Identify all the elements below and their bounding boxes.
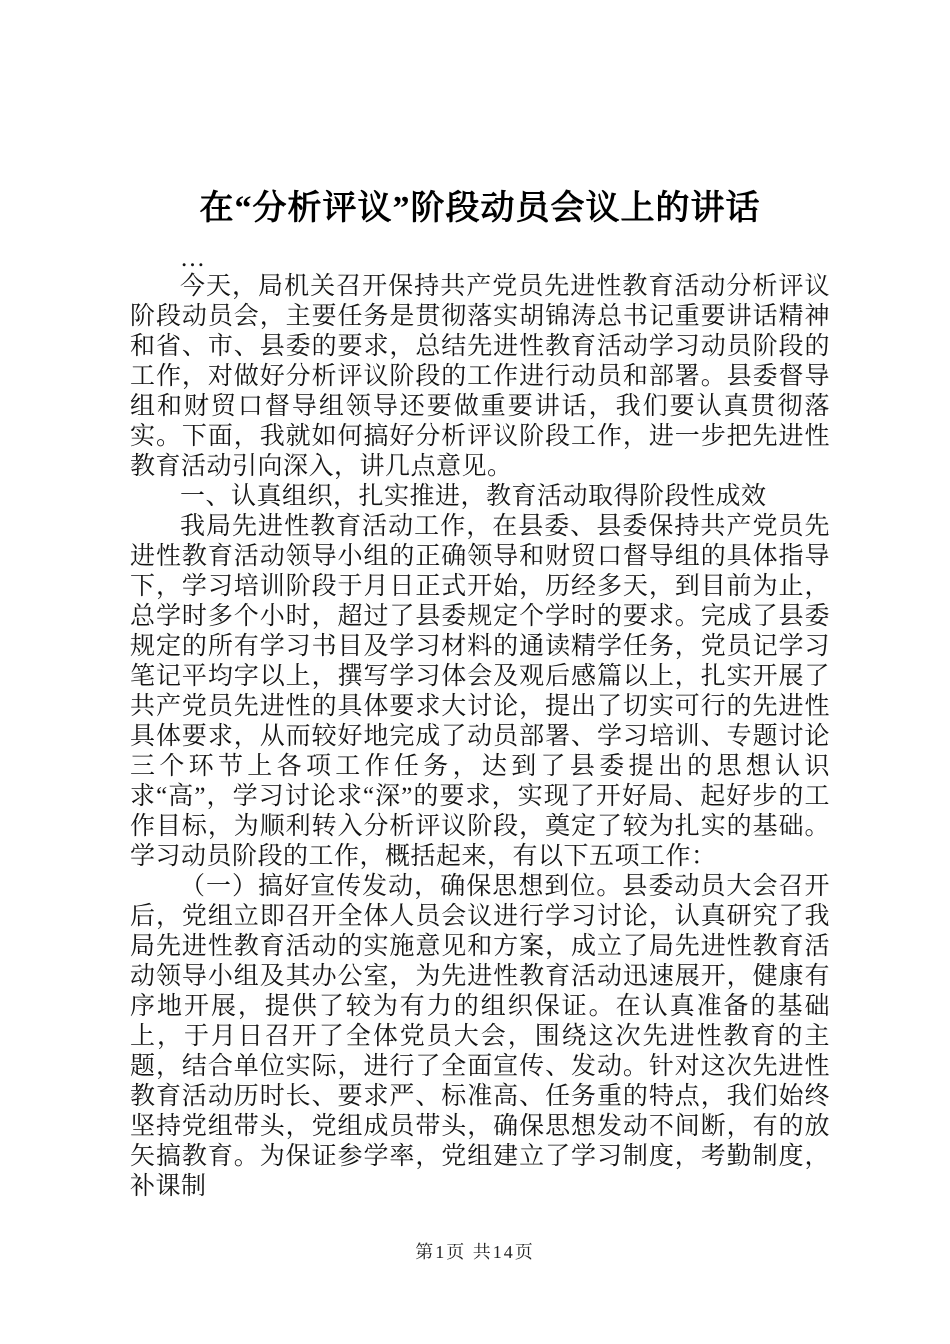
ellipsis-mark: … bbox=[180, 245, 205, 272]
page-number-indicator: 第1页 共14页 bbox=[415, 1242, 535, 1262]
document-content bbox=[130, 188, 830, 1202]
page-footer bbox=[0, 1238, 950, 1264]
document-title: 在“分析评议”阶段动员会议上的讲话 bbox=[199, 190, 761, 227]
paragraph-opening: 今天，局机关召开保持共产党员先进性教育活动分析评议阶段动员会，主要任务是贯彻落实胡锦涛总书记重要讲话精神和省、市、县委的要求，总结先进性教育活动学习动员阶段的工作，对做好分析评议阶段的工作进行动员和部署。县委督导组和财贸口督导组领导还要做重要讲话，我们要认真贯彻落实。下面，我就如何搞好分析评议阶段工作，进一步把先进性教育活动引向深入，讲几点意见。 bbox=[130, 273, 830, 480]
section-heading-one: 一、认真组织，扎实推进，教育活动取得阶段性成效 bbox=[180, 483, 767, 510]
paragraph-section-overview: 我局先进性教育活动工作，在县委、县委保持共产党员先进性教育活动领导小组的正确领导和财贸口督导组的具体指导下，学习培训阶段于月日正式开始，历经多天，到目前为止，总学时多个小时，超过了县委规定个学时的要求。完成了县委规定的所有学习书目及学习材料的通读精学任务，党员记学习笔记平均字以上，撰写学习体会及观后感篇以上，扎实开展了共产党员先进性的具体要求大讨论，提出了切实可行的先进性具体要求，从而较好地完成了动员部署、学习培训、专题讨论三个环节上各项工作任务，达到了县委提出的思想认识求“高”，学习讨论求“深”的要求，实现了开好局、起好步的工作目标，为顺利转入分析评议阶段，奠定了较为扎实的基础。学习动员阶段的工作，概括起来，有以下五项工作： bbox=[130, 513, 830, 870]
paragraph-item-one: （一）搞好宣传发动，确保思想到位。县委动员大会召开后，党组立即召开全体人员会议进行学习讨论，认真研究了我局先进性教育活动的实施意见和方案，成立了局先进性教育活动领导小组及其办公室，为先进性教育活动迅速展开，健康有序地开展，提供了较为有力的组织保证。在认真准备的基础上，于月日召开了全体党员大会，围绕这次先进性教育的主题，结合单位实际，进行了全面宣传、发动。针对这次先进性教育活动历时长、要求严、标准高、任务重的特点，我们始终坚持党组带头，党组成员带头，确保思想发动不间断，有的放矢搞教育。为保证参学率，党组建立了学习制度，考勤制度，补课制 bbox=[130, 873, 830, 1200]
